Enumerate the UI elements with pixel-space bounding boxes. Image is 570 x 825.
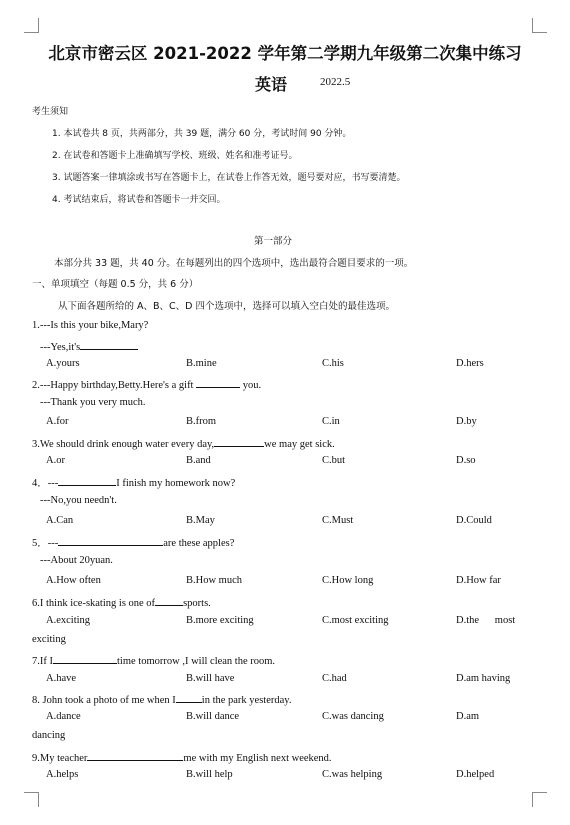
option-b: B.will dance xyxy=(186,711,240,722)
question-answer-line xyxy=(40,339,138,353)
option-wrap: dancing xyxy=(32,730,66,741)
option-c: C.but xyxy=(322,455,346,466)
answer-blank xyxy=(176,692,202,703)
option-a: A.How often xyxy=(46,575,101,586)
option-d: D.helped xyxy=(456,769,495,780)
option-b: B.from xyxy=(186,416,217,427)
option-d: D.am having xyxy=(456,673,511,684)
stem-text: you. xyxy=(240,380,262,391)
answer-blank xyxy=(53,653,117,664)
crop-mark-top-right xyxy=(532,18,547,33)
stem-text: 6.I think ice-skating is one of xyxy=(32,598,156,609)
answer-blank xyxy=(196,377,240,388)
option-a: A.yours xyxy=(46,358,80,369)
option-c: C.his xyxy=(322,358,344,369)
option-b: B.and xyxy=(186,455,211,466)
question-answer-line: ---About 20yuan. xyxy=(40,555,113,566)
question-stem xyxy=(32,750,332,764)
question-stem xyxy=(32,377,261,391)
question-stem xyxy=(32,535,234,550)
notice-heading: 考生须知 xyxy=(32,107,69,117)
option-a: A.exciting xyxy=(46,615,91,626)
notice-item: 1. 本试卷共 8 页，共两部分，共 39 题，满分 60 分，考试时间 90 分钟。 xyxy=(52,129,352,139)
stem-text: 7.If I xyxy=(32,656,53,667)
exam-subject: 英语 xyxy=(255,75,288,94)
option-b: B.more exciting xyxy=(186,615,254,626)
option-c: C.most exciting xyxy=(322,615,389,626)
stem-text: 5．--- xyxy=(32,538,59,549)
question-stem: 1.---Is this your bike,Mary? xyxy=(32,320,149,331)
question-stem xyxy=(32,436,335,450)
option-c: C.in xyxy=(322,416,340,427)
option-a: A.dance xyxy=(46,711,81,722)
option-a: A.for xyxy=(46,416,69,427)
option-c: C.was dancing xyxy=(322,711,384,722)
option-b: B.will have xyxy=(186,673,235,684)
question-stem xyxy=(32,475,235,490)
question-answer-line: ---Thank you very much. xyxy=(40,397,146,408)
answer-blank xyxy=(80,339,138,350)
stem-text: 2.---Happy birthday,Betty.Here's a gift xyxy=(32,380,197,391)
option-a: A.helps xyxy=(46,769,79,780)
option-d: D.so xyxy=(456,455,476,466)
option-a: A.or xyxy=(46,455,65,466)
option-d: D.Could xyxy=(456,515,492,526)
option-b: B.will help xyxy=(186,769,233,780)
answer-blank xyxy=(155,595,183,606)
question-stem xyxy=(32,653,275,667)
option-d: D.How far xyxy=(456,575,501,586)
stem-text: time tomorrow ,I will clean the room. xyxy=(117,656,276,667)
stem-text: 4．--- xyxy=(32,478,59,489)
stem-text: are these apples? xyxy=(163,538,235,549)
question-answer-line: ---No,you needn't. xyxy=(40,495,117,506)
stem-text: 3.We should drink enough water every day, xyxy=(32,439,215,450)
option-d: D.by xyxy=(456,416,477,427)
option-b: B.How much xyxy=(186,575,242,586)
option-a: A.have xyxy=(46,673,77,684)
crop-mark-top-left xyxy=(24,18,39,33)
crop-mark-bottom-right xyxy=(532,792,547,807)
answer-blank xyxy=(87,750,183,761)
stem-text: 9.My teacher xyxy=(32,753,88,764)
option-b: B.May xyxy=(186,515,215,526)
exam-date: 2022.5 xyxy=(320,76,351,88)
option-wrap: exciting xyxy=(32,634,66,645)
exam-title: 北京市密云区 2021-2022 学年第二学期九年级第二次集中练习 xyxy=(48,44,522,63)
stem-text: in the park yesterday. xyxy=(201,695,292,706)
option-a: A.Can xyxy=(46,515,74,526)
option-c: C.How long xyxy=(322,575,374,586)
notice-item: 2. 在试卷和答题卡上准确填写学校、班级、姓名和准考证号。 xyxy=(52,151,298,161)
stem-text: ---Yes,it's xyxy=(40,342,81,353)
stem-text: we may get sick. xyxy=(264,439,335,450)
question-stem xyxy=(32,692,291,706)
answer-blank xyxy=(58,535,163,546)
question-stem xyxy=(32,595,211,609)
section-title: 一、单项填空（每题 0.5 分，共 6 分） xyxy=(32,279,199,290)
option-d: D.the most xyxy=(456,615,516,626)
part-heading: 第一部分 xyxy=(254,236,293,247)
option-b: B.mine xyxy=(186,358,217,369)
option-c: C.had xyxy=(322,673,347,684)
answer-blank xyxy=(214,436,264,447)
stem-text: me with my English next weekend. xyxy=(183,753,332,764)
stem-text: I finish my homework now? xyxy=(116,478,236,489)
option-d: D.am xyxy=(456,711,480,722)
option-c: C.was helping xyxy=(322,769,383,780)
answer-blank xyxy=(58,475,116,486)
section-instruction: 从下面各题所给的 A、B、C、D 四个选项中，选择可以填入空白处的最佳选项。 xyxy=(58,301,396,312)
stem-text: sports. xyxy=(183,598,211,609)
crop-mark-bottom-left xyxy=(24,792,39,807)
option-c: C.Must xyxy=(322,515,354,526)
notice-item: 3. 试题答案一律填涂或书写在答题卡上，在试卷上作答无效，题号要对应，书写要清楚。 xyxy=(52,173,406,183)
notice-item: 4. 考试结束后，将试卷和答题卡一并交回。 xyxy=(52,195,226,205)
stem-text: 8. John took a photo of me when I xyxy=(32,695,176,706)
part-intro: 本部分共 33 题，共 40 分。在每题列出的四个选项中，选出最符合题目要求的一项。 xyxy=(54,258,414,269)
option-d: D.hers xyxy=(456,358,484,369)
